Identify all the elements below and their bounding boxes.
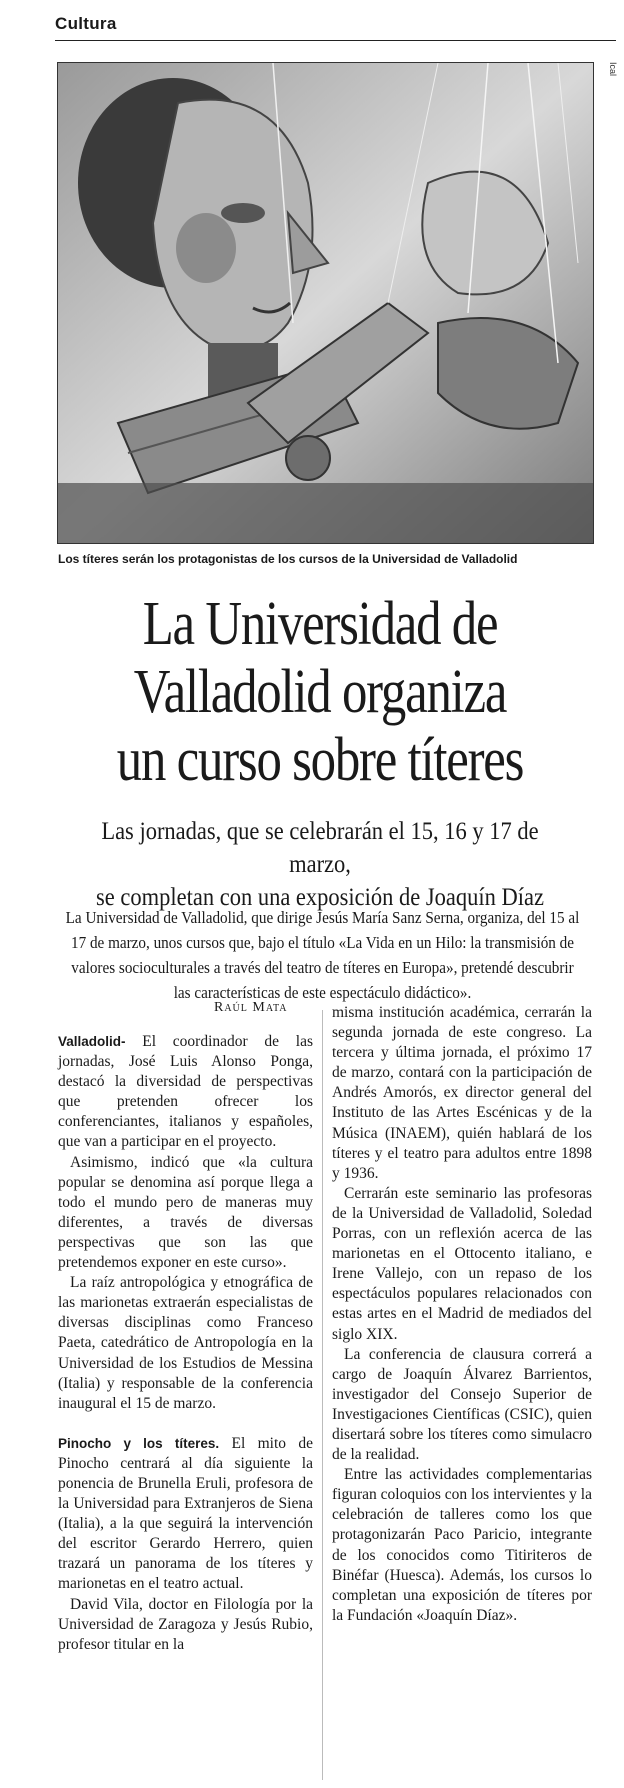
- body-paragraph: David Vila, doctor en Filología por la Universidad de Zaragoza y Jesús Rubio, profesor titular en la: [58, 1595, 313, 1653]
- lead-paragraph: La Universidad de Valladolid, que dirige Jesús María Sanz Serna, organiza, del 15 al 17 de marzo, unos cursos que, bajo el título «La Vida en un Hilo: la transmisión de valores socioculturales a través del teatro de títeres en Europa», pretendé descubrir las características de este espectáculo didáctico».: [65, 908, 580, 1002]
- subsection-heading: Pinocho y los títeres.: [58, 1435, 220, 1451]
- body-paragraph: [58, 1434, 313, 1595]
- photo-caption: Los títeres serán los protagonistas de los cursos de la Universidad de Valladolid: [58, 552, 518, 566]
- article-column-1: [58, 1032, 313, 1655]
- body-paragraph: Entre las actividades complementarias figuran coloquios con los intervientes y la celebración de talleres como los que protagonizarán Paco Paricio, integrante de los conocidos como Titiriteros de Binéfar (Huesca). Además, los cursos lo completan una exposición de títeres por la Fundación «Joaquín Díaz».: [332, 1466, 592, 1624]
- puppet-photo: [57, 62, 594, 544]
- byline: Raúl Mata: [214, 1000, 288, 1015]
- article-column-2: [332, 1003, 592, 1626]
- body-paragraph: Cerrarán este seminario las profesoras de la Universidad de Valladolid, Soledad Porras, con un reflexión acerca de las marionetas en el Ottocento italiano, e Irene Vallejo, con un repaso de los espectáculos populares relacionados con estas artes en el Madrid de mediados del siglo XIX.: [332, 1184, 592, 1343]
- headline-line: un curso sobre títeres: [116, 726, 524, 794]
- dateline: Valladolid-: [58, 1034, 126, 1049]
- body-paragraph: La conferencia de clausura correrá a cargo de Joaquín Álvarez Barrientos, investigador del Consejo Superior de Investigaciones Científicas (CSIC), quien disertará sobre los títeres como simulacro de la realidad.: [332, 1345, 592, 1464]
- paragraph-text: El mito de Pinocho centrará al día siguiente la ponencia de Brunella Eruli, profesora de la Universidad para Extranjeros de Siena (Italia), a la que seguirá la intervención del escritor Gerardo Herrero, quien trazará un panorama de los títeres y marionetas en el teatro actual.: [58, 1434, 313, 1593]
- body-paragraph: Asimismo, indicó que «la cultura popular se denomina así porque llega a todo el mundo pero de maneras muy diferentes, a través de diversas perspectivas que son las que pretendemos exponer en este curso».: [58, 1153, 313, 1272]
- headline-line: Valladolid organiza: [133, 658, 507, 726]
- section-label: Cultura: [55, 14, 117, 33]
- subhead-line: Las jornadas, que se celebrarán el 15, 16 y 17 de marzo,: [101, 818, 539, 878]
- body-paragraph: misma institución académica, cerrarán la segunda jornada de este congreso. La tercera y última jornada, el próximo 17 de marzo, contará con la participación de Andrés Amorós, ex director general del Instituto de las Artes Escénicas y de la Música (INAEM), quién hablará de los títeres y el teatro para adultos entre 1898 y 1936.: [332, 1004, 592, 1182]
- paragraph-text: El coordinador de las jornadas, José Luis Alonso Ponga, destacó la diversidad de perspectivas que pretenden ofrecer los conferenciantes, italianos y españoles, que van a participar en el proyecto.: [58, 1033, 313, 1151]
- headline-line: La Universidad de: [142, 590, 498, 658]
- subhead-line: se completan con una exposición de Joaquín Díaz: [95, 884, 545, 911]
- body-paragraph: La raíz antropológica y etnográfica de las marionetas extraerán especialistas de diversas disciplinas como Franceso Paeta, catedrático de Antropología en la Universidad de los Estudios de Messina (Italia) y responsable de la conferencia inaugural el 15 de marzo.: [58, 1274, 313, 1412]
- headline: [90, 590, 549, 794]
- body-paragraph: [58, 1032, 313, 1153]
- section-rule: [55, 40, 616, 41]
- column-divider: [322, 1010, 323, 1780]
- subheadline: [68, 815, 572, 914]
- photo-credit: Ical: [608, 62, 618, 77]
